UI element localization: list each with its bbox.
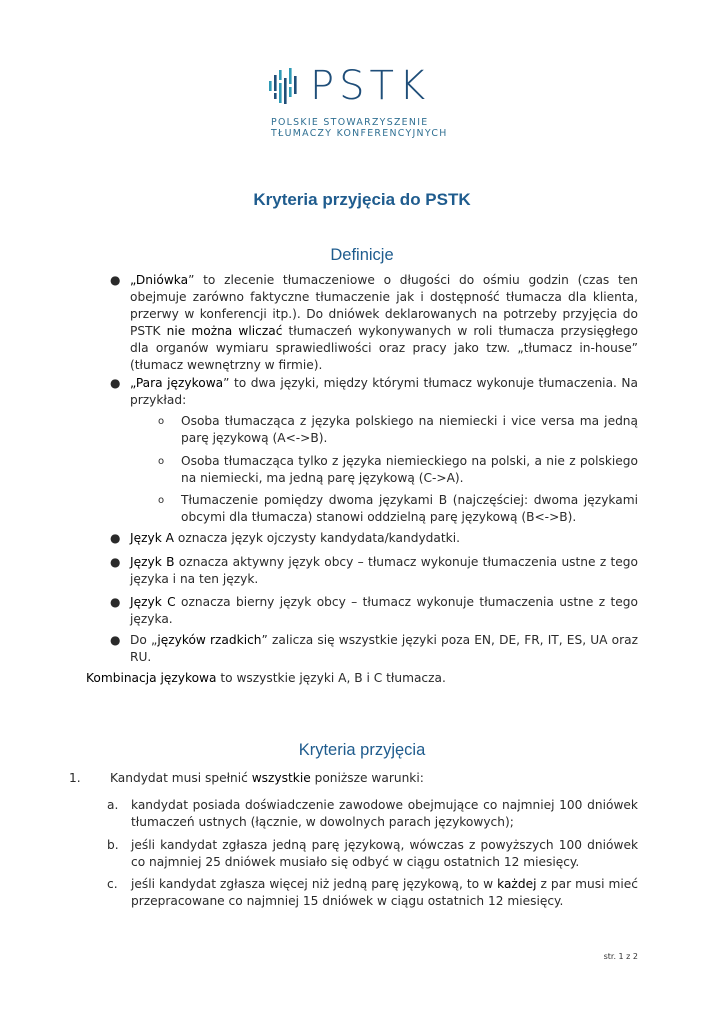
emphasis-wszystkie: wszystkie <box>251 771 311 785</box>
term-dniowka: „Dniówka <box>130 273 189 287</box>
definition-text: to wszystkie języki A, B i C tłumacza. <box>216 671 446 685</box>
definition-text: oznacza aktywny język obcy – tłumacz wykonuje tłumaczenia ustne z tego języka i na ten język. <box>130 555 639 586</box>
criteria-text: jeśli kandydat zgłasza więcej niż jedną parę językową, to w <box>131 877 498 891</box>
term-rare-languages: języków rzadkich <box>157 633 262 647</box>
list-item-dniowka <box>110 272 638 374</box>
list-item-para <box>110 375 638 409</box>
example-text: Tłumaczenie pomiędzy dwoma językami B (najczęściej: dwoma językami obcymi dla tłumacza) stanowi oddzielną parę językową (B<->B). <box>181 493 638 524</box>
criteria-text: Kandydat musi spełnić <box>110 771 252 785</box>
list-item-jezyk-c <box>110 594 638 628</box>
definition-text: ” to dwa języki, między którymi tłumacz wykonuje tłumaczenia. Na przykład: <box>130 376 638 407</box>
bullet-icon: ● <box>110 633 121 647</box>
criteria-item-1 <box>69 770 638 787</box>
definition-text: oznacza język ojczysty kandydata/kandydatki. <box>173 531 460 545</box>
bullet-icon: ● <box>110 555 121 569</box>
example-item <box>158 413 638 447</box>
emphasis-nie-mozna: nie można wliczać <box>166 324 283 338</box>
definitions-heading: Definicje <box>330 246 394 264</box>
definition-text: ” zalicza się wszystkie języki poza EN, DE, FR, IT, ES, UA oraz RU. <box>130 633 638 664</box>
example-item <box>158 453 638 487</box>
term-jezyk-a: Język A <box>130 531 174 545</box>
emphasis-kazdej: każdej <box>497 877 537 891</box>
criteria-heading: Kryteria przyjęcia <box>298 741 426 759</box>
list-letter: c. <box>107 877 118 891</box>
term-jezyk-c: Język C <box>130 595 176 609</box>
criteria-text: poniższe warunki: <box>310 771 424 785</box>
list-item-jezyk-b <box>110 554 639 588</box>
example-text: Osoba tłumacząca z języka polskiego na niemiecki i vice versa ma jedną parę językową (A<->B). <box>181 414 638 445</box>
example-text: Osoba tłumacząca tylko z języka niemieckiego na polski, a nie z polskiego na niemiecki, ma jedną parę językową (C->A). <box>181 454 638 485</box>
example-item <box>158 492 638 526</box>
criteria-subitem-b <box>107 837 638 871</box>
definition-text: oznacza bierny język obcy – tłumacz wykonuje tłumaczenia ustne z tego języka. <box>130 595 638 626</box>
definition-text: tłumaczeń wykonywanych w roli tłumacza przysięgłego dla organów wymiaru sprawiedliwości oraz pracy jako tzw. „tłumacz in-house” (tłumacz wewnętrzny w firmie). <box>130 324 638 372</box>
definition-text: Do „ <box>130 633 158 647</box>
circle-bullet-icon: o <box>158 495 165 506</box>
bullet-icon: ● <box>110 376 121 390</box>
criteria-text: z par musi mieć przepracowane co najmniej 15 dniówek w ciągu ostatnich 12 miesięcy. <box>131 877 638 908</box>
combo-paragraph <box>86 670 638 687</box>
list-item-jezyk-a <box>110 530 638 547</box>
bullet-icon: ● <box>110 531 121 545</box>
logo-subtitle-line2: TŁUMACZY KONFERENCYJNYCH <box>271 128 448 139</box>
circle-bullet-icon: o <box>158 456 165 467</box>
logo-wordmark: PSTK <box>310 63 431 109</box>
term-para: „Para językowa <box>130 376 224 390</box>
term-jezyk-b: Język B <box>130 555 175 569</box>
criteria-subitem-a <box>107 797 638 831</box>
pstk-logo <box>269 63 469 146</box>
list-letter: b. <box>107 838 119 852</box>
circle-bullet-icon: o <box>158 416 165 427</box>
list-letter: a. <box>107 798 119 812</box>
criteria-subitem-c <box>107 876 638 910</box>
logo-subtitle-line1: POLSKIE STOWARZYSZENIE <box>271 117 429 128</box>
logo-bars-icon <box>269 66 301 106</box>
term-combination: Kombinacja językowa <box>86 671 217 685</box>
bullet-icon: ● <box>110 595 121 609</box>
list-number: 1. <box>69 771 81 785</box>
criteria-text: kandydat posiada doświadczenie zawodowe obejmujące co najmniej 100 dniówek tłumaczeń ustnych (łącznie, w dowolnych parach językowych); <box>131 798 638 829</box>
page-number: str. 1 z 2 <box>603 952 638 961</box>
definition-text: ” to zlecenie tłumaczeniowe o długości do ośmiu godzin (czas ten obejmuje zarówno faktyczne tłumaczenie jak i dostępność tłumacza dla klienta, przerwy w konferencji itp.). Do dniówek deklarowanych na potrzeby przyjęcia do PSTK <box>130 273 638 338</box>
bullet-icon: ● <box>110 273 121 287</box>
list-item-rare-languages <box>110 632 638 666</box>
document-title: Kryteria przyjęcia do PSTK <box>253 190 471 209</box>
criteria-text: jeśli kandydat zgłasza jedną parę językową, wówczas z powyższych 100 dniówek co najmniej 25 dniówek musiało się odbyć w ciągu ostatnich 12 miesięcy. <box>131 838 638 869</box>
